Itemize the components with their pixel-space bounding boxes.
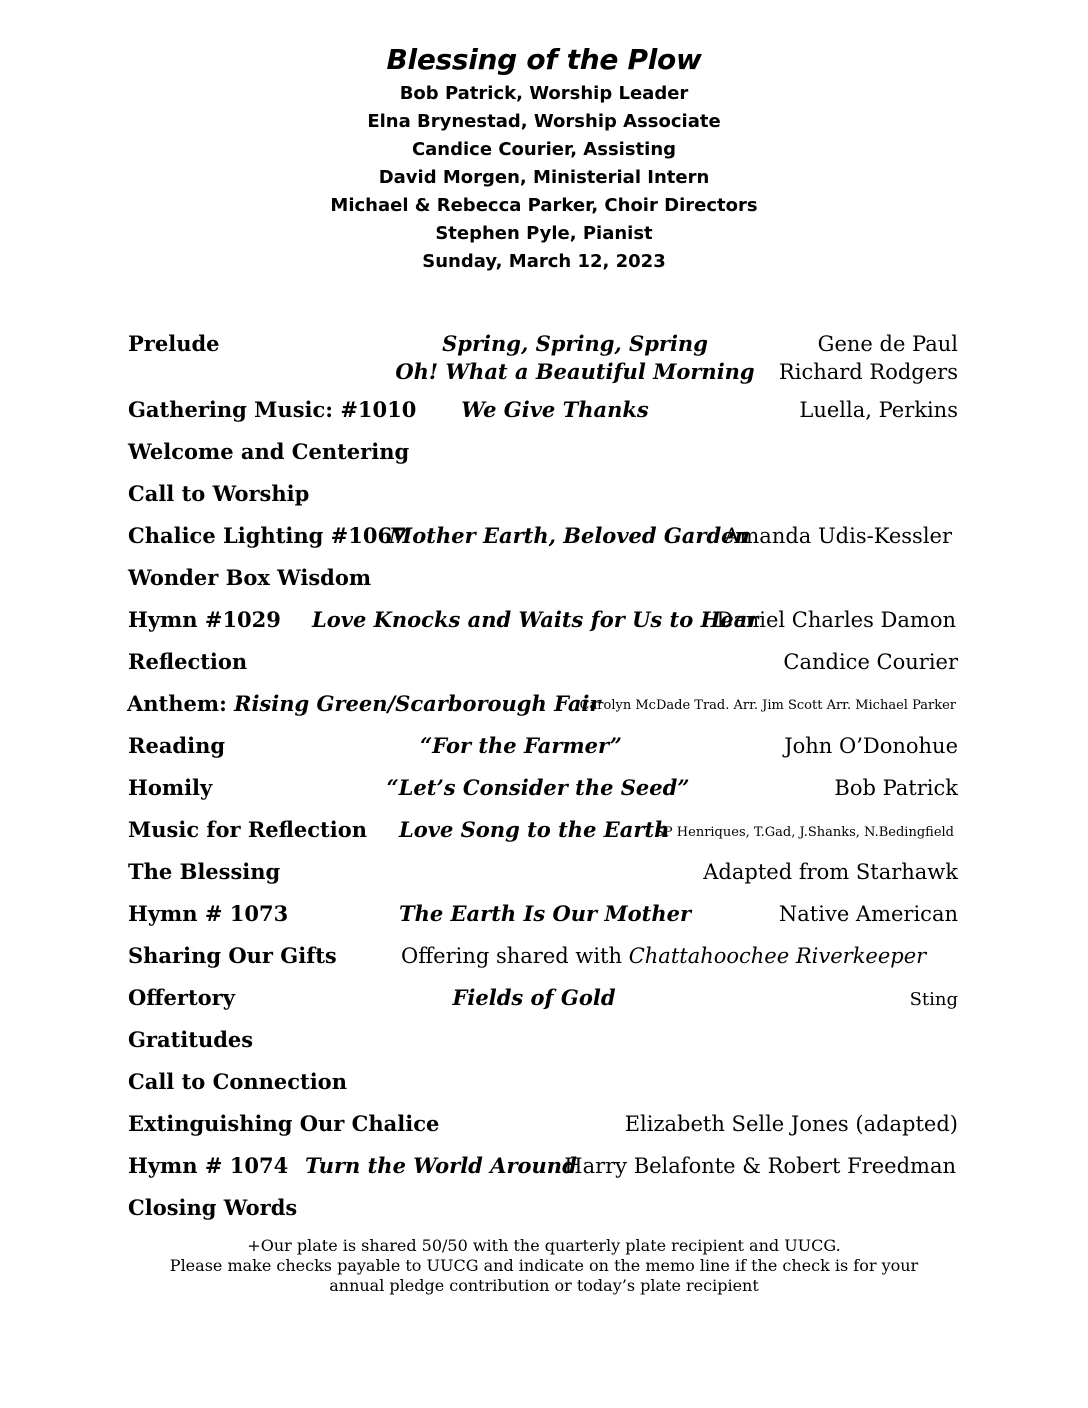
item-label: Hymn #1029 xyxy=(128,607,281,632)
item-label: Call to Worship xyxy=(128,481,310,506)
item-piece: Fields of Gold xyxy=(452,985,616,1010)
service-date: Sunday, March 12, 2023 xyxy=(422,251,666,272)
item-label: Gratitudes xyxy=(128,1027,254,1052)
item-label: Closing Words xyxy=(128,1195,298,1220)
item-label: Call to Connection xyxy=(128,1069,347,1094)
program-item-gathering-music xyxy=(128,396,958,438)
footer-line-2: Please make checks payable to UUCG and indicate on the memo line if the check is for your xyxy=(169,1256,919,1275)
program-item-sharing-our-gifts xyxy=(128,942,958,984)
offering-recipient: Chattahoochee Riverkeeper xyxy=(628,944,927,968)
piece-title-2: Oh! What a Beautiful Morning xyxy=(395,359,755,384)
item-label: Prelude xyxy=(128,331,220,356)
item-label: Reading xyxy=(128,733,226,758)
item-author: Adapted from Starhawk xyxy=(703,860,958,884)
service-title: Blessing of the Plow xyxy=(386,43,702,76)
program-item-offertory xyxy=(128,984,958,1026)
offering-text: Offering shared with xyxy=(401,944,629,968)
item-label: Homily xyxy=(128,775,213,800)
offering-note xyxy=(401,942,926,970)
program-item-welcome xyxy=(128,438,958,480)
item-author: Candice Courier xyxy=(783,650,958,674)
item-author: Daniel Charles Damon xyxy=(716,608,956,632)
item-label: Extinguishing Our Chalice xyxy=(128,1111,440,1136)
program-item-gratitudes xyxy=(128,1026,958,1068)
credit-ministerial-intern: David Morgen, Ministerial Intern xyxy=(378,167,710,188)
item-author: Bob Patrick xyxy=(834,776,958,800)
item-piece: Rising Green/Scarborough Fair xyxy=(234,691,601,716)
credit-choir-directors: Michael & Rebecca Parker, Choir Directors xyxy=(330,195,758,216)
item-author: Amanda Udis-Kessler xyxy=(724,524,952,548)
program-item-extinguishing-chalice xyxy=(128,1110,958,1152)
item-label: Music for Reflection xyxy=(128,817,368,842)
author-2: Richard Rodgers xyxy=(778,360,958,384)
item-piece: The Earth Is Our Mother xyxy=(398,901,692,926)
footer-line-1: +Our plate is shared 50/50 with the quarterly plate recipient and UUCG. xyxy=(247,1236,841,1255)
credit-worship-associate: Elna Brynestad, Worship Associate xyxy=(367,111,721,132)
credit-assisting: Candice Courier, Assisting xyxy=(411,139,677,160)
item-author xyxy=(779,330,958,386)
item-label: Wonder Box Wisdom xyxy=(128,565,372,590)
piece-title-1: Spring, Spring, Spring xyxy=(442,331,708,356)
item-label: The Blessing xyxy=(128,859,281,884)
credit-worship-leader: Bob Patrick, Worship Leader xyxy=(399,83,689,104)
footer-note xyxy=(0,1236,1088,1296)
footer-line-3: annual pledge contribution or today’s plate recipient xyxy=(329,1276,759,1295)
program-item-music-for-reflection xyxy=(128,816,958,858)
item-piece: Mother Earth, Beloved Garden xyxy=(389,523,750,548)
item-label: Offertory xyxy=(128,985,235,1010)
item-label: Welcome and Centering xyxy=(128,439,410,464)
item-author: John O’Donohue xyxy=(784,734,958,758)
program-item-chalice-lighting xyxy=(128,522,958,564)
item-label: Sharing Our Gifts xyxy=(128,943,337,968)
item-label: Chalice Lighting #1067 xyxy=(128,523,407,548)
program-item-hymn-1029 xyxy=(128,606,958,648)
item-piece: Love Song to the Earth xyxy=(399,817,670,842)
program-item-reflection xyxy=(128,648,958,690)
item-author: Elizabeth Selle Jones (adapted) xyxy=(624,1112,958,1136)
item-author: Native American xyxy=(778,902,958,926)
item-label: Anthem: xyxy=(127,691,227,716)
item-piece: Turn the World Around xyxy=(305,1153,577,1178)
program-item-call-to-connection xyxy=(128,1068,958,1110)
bulletin-header xyxy=(0,40,1088,276)
item-piece: We Give Thanks xyxy=(461,397,649,422)
item-author: SP Henriques, T.Gad, J.Shanks, N.Bedingfield xyxy=(655,825,954,840)
order-of-service xyxy=(128,330,958,1236)
program-item-prelude xyxy=(128,330,958,396)
program-item-anthem xyxy=(128,690,958,732)
program-item-call-to-worship xyxy=(128,480,958,522)
author-1: Gene de Paul xyxy=(817,332,958,356)
program-item-reading xyxy=(128,732,958,774)
program-item-hymn-1074 xyxy=(128,1152,958,1194)
item-label: Reflection xyxy=(128,649,248,674)
item-piece xyxy=(395,330,754,386)
item-label: Gathering Music: #1010 xyxy=(128,397,417,422)
program-item-closing-words xyxy=(128,1194,958,1236)
item-author: Luella, Perkins xyxy=(799,398,958,422)
item-label: Hymn # 1074 xyxy=(128,1153,289,1178)
item-author: Carolyn McDade Trad. Arr. Jim Scott Arr. Michael Parker xyxy=(579,698,956,713)
program-item-homily xyxy=(128,774,958,816)
item-label: Hymn # 1073 xyxy=(128,901,289,926)
item-author: Sting xyxy=(909,989,958,1010)
program-item-the-blessing xyxy=(128,858,958,900)
item-piece: “For the Farmer” xyxy=(420,733,622,758)
item-piece: “Let’s Consider the Seed” xyxy=(386,775,690,800)
program-item-wonder-box xyxy=(128,564,958,606)
credit-pianist: Stephen Pyle, Pianist xyxy=(435,223,653,244)
item-piece: Love Knocks and Waits for Us to Hear xyxy=(312,607,759,632)
program-item-hymn-1073 xyxy=(128,900,958,942)
item-author: Harry Belafonte & Robert Freedman xyxy=(564,1154,956,1178)
